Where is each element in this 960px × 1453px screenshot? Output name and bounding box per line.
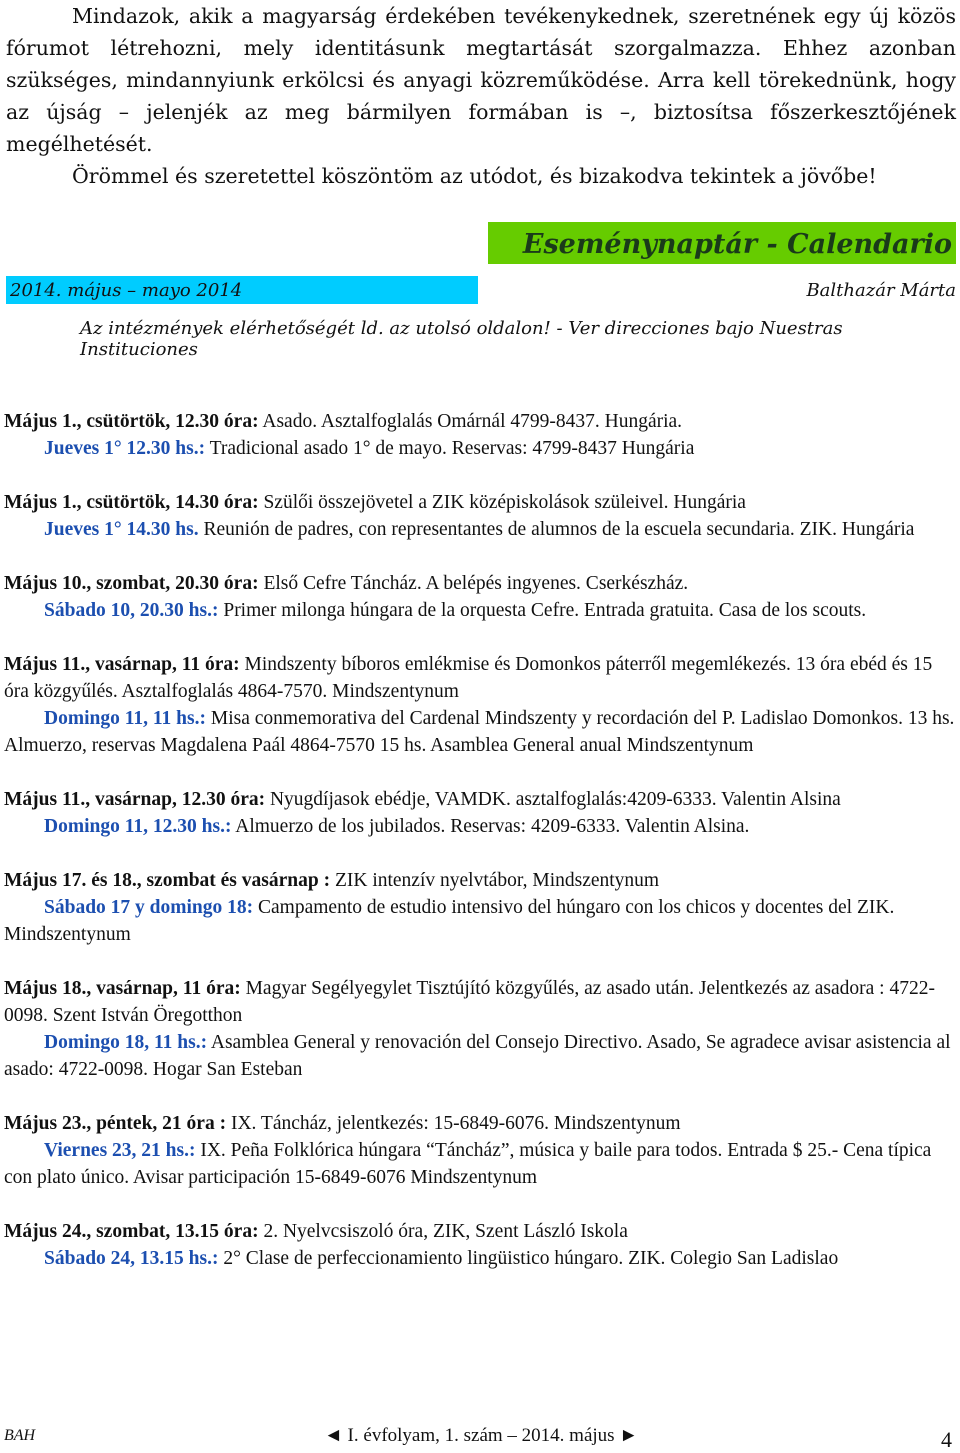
event-es-head: Sábado 24, 13.15 hs.: <box>44 1248 219 1269</box>
event-hu-text: ZIK intenzív nyelvtábor, Mindszentynum <box>330 870 660 891</box>
event-hu-head: Május 23., péntek, 21 óra : <box>4 1113 227 1134</box>
calendar-date: 2014. május – mayo 2014 <box>6 276 478 304</box>
directions-note: Az intézmények elérhetőségét ld. az utolsó oldalon! - Ver direcciones bajo Nuestras Instituciones <box>80 318 843 360</box>
event-hu-head: Május 11., vasárnap, 11 óra: <box>4 654 240 675</box>
event-item <box>4 1218 956 1272</box>
event-es-text: Almuerzo de los jubilados. Reservas: 4209-6333. Valentin Alsina. <box>231 816 750 837</box>
page-footer <box>4 1425 956 1452</box>
event-es-text: Tradicional asado 1° de mayo. Reservas: 4799-8437 Hungária <box>205 438 695 459</box>
event-hu-head: Május 11., vasárnap, 12.30 óra: <box>4 789 266 810</box>
author-name: Balthazár Márta <box>806 280 956 301</box>
event-es-head: Domingo 11, 11 hs.: <box>44 708 206 729</box>
event-es-text: Reunión de padres, con representantes de alumnos de la escuela secundaria. ZIK. Hungária <box>198 519 915 540</box>
event-hu-text: Mindszenty bíboros emlékmise és Domonkos páterről megemlékezés. 13 óra ebéd és 15 óra közgyűlés. Asztalfoglalás 4864-7570. Mindszentynum <box>4 654 933 702</box>
event-es-text: Primer milonga húngara de la orquesta Cefre. Entrada gratuita. Casa de los scouts. <box>218 600 867 621</box>
event-hu-head: Május 10., szombat, 20.30 óra: <box>4 573 259 594</box>
event-hu-text: IX. Táncház, jelentkezés: 15-6849-6076. Mindszentynum <box>226 1113 681 1134</box>
event-es-text: Misa conmemorativa del Cardenal Mindszenty y recordación del P. Ladislao Domonkos. 13 hs. Almuerzo, reservas Magdalena Paál 4864-7570 15 hs. Asamblea General anual Mindszentynum <box>4 708 955 756</box>
event-es-text: Asamblea General y renovación del Consejo Directivo. Asado, Se agradece avisar asistencia al asado: 4722-0098. Hogar San Esteban <box>4 1032 951 1080</box>
event-hu-head: Május 1., csütörtök, 12.30 óra: <box>4 411 259 432</box>
event-es-head: Viernes 23, 21 hs.: <box>44 1140 196 1161</box>
intro-paragraph: Mindazok, akik a magyarság érdekében tevékenykednek, szeretnének egy új közös fórumot létrehozni, mely identitásunk megtartását szorgalmazza. Ehhez azonban szükséges, mindannyiunk erkölcsi és anyagi közreműködése. Arra kell törekednünk, hogy az újság – jelenjék az meg bármilyen formában is –, biztosítsa főszerkesztőjének megélhetését. <box>6 4 956 156</box>
event-item <box>4 786 956 840</box>
event-item <box>4 570 956 624</box>
footer-issue: ◄ I. évfolyam, 1. szám – 2014. május ► <box>324 1425 639 1446</box>
event-item <box>4 867 956 948</box>
event-hu-head: Május 17. és 18., szombat és vasárnap : <box>4 870 331 891</box>
event-hu-head: Május 24., szombat, 13.15 óra: <box>4 1221 259 1242</box>
event-es-head: Sábado 10, 20.30 hs.: <box>44 600 219 621</box>
footer-publication: BAH <box>4 1427 36 1444</box>
event-es-text: Campamento de estudio intensivo del húngaro con los chicos y docentes del ZIK. Mindszentynum <box>4 897 895 945</box>
event-hu-text: Nyugdíjasok ebédje, VAMDK. asztalfoglalás:4209-6333. Valentin Alsina <box>265 789 841 810</box>
event-hu-text: Magyar Segélyegylet Tisztújító közgyűlés, az asado után. Jelentkezés az asadora : 4722-0098. Szent István Öregotthon <box>4 978 935 1026</box>
event-item <box>4 489 956 543</box>
event-hu-text: Szülői összejövetel a ZIK középiskolások szüleivel. Hungária <box>258 492 746 513</box>
event-hu-head: Május 18., vasárnap, 11 óra: <box>4 978 241 999</box>
event-hu-text: Asado. Asztalfoglalás Omárnál 4799-8437. Hungária. <box>258 411 683 432</box>
page-number: 4 <box>941 1427 952 1452</box>
calendar-title: Eseménynaptár - Calendario <box>488 222 956 264</box>
event-es-head: Jueves 1° 12.30 hs.: <box>44 438 206 459</box>
event-es-head: Jueves 1° 14.30 hs. <box>44 519 199 540</box>
event-es-head: Domingo 11, 12.30 hs.: <box>44 816 232 837</box>
intro-text <box>6 0 956 192</box>
event-item <box>4 408 956 462</box>
event-es-text: IX. Peña Folklórica húngara “Táncház”, música y baile para todos. Entrada $ 25.- Cena típica con plato único. Avisar participación 15-6849-6076 Mindszentynum <box>4 1140 932 1188</box>
event-hu-text: Első Cefre Táncház. A belépés ingyenes. Cserkészház. <box>258 573 689 594</box>
event-es-head: Sábado 17 y domingo 18: <box>44 897 254 918</box>
event-es-text: 2° Clase de perfeccionamiento lingüistico húngaro. ZIK. Colegio San Ladislao <box>218 1248 839 1269</box>
intro-closing: Örömmel és szeretettel köszöntöm az utódot, és bizakodva tekintek a jövőbe! <box>72 164 877 188</box>
event-item <box>4 1110 956 1191</box>
event-hu-head: Május 1., csütörtök, 14.30 óra: <box>4 492 259 513</box>
event-hu-text: 2. Nyelvcsiszoló óra, ZIK, Szent László Iskola <box>258 1221 628 1242</box>
event-es-head: Domingo 18, 11 hs.: <box>44 1032 208 1053</box>
event-item <box>4 651 956 759</box>
event-list <box>4 408 956 1299</box>
event-item <box>4 975 956 1083</box>
